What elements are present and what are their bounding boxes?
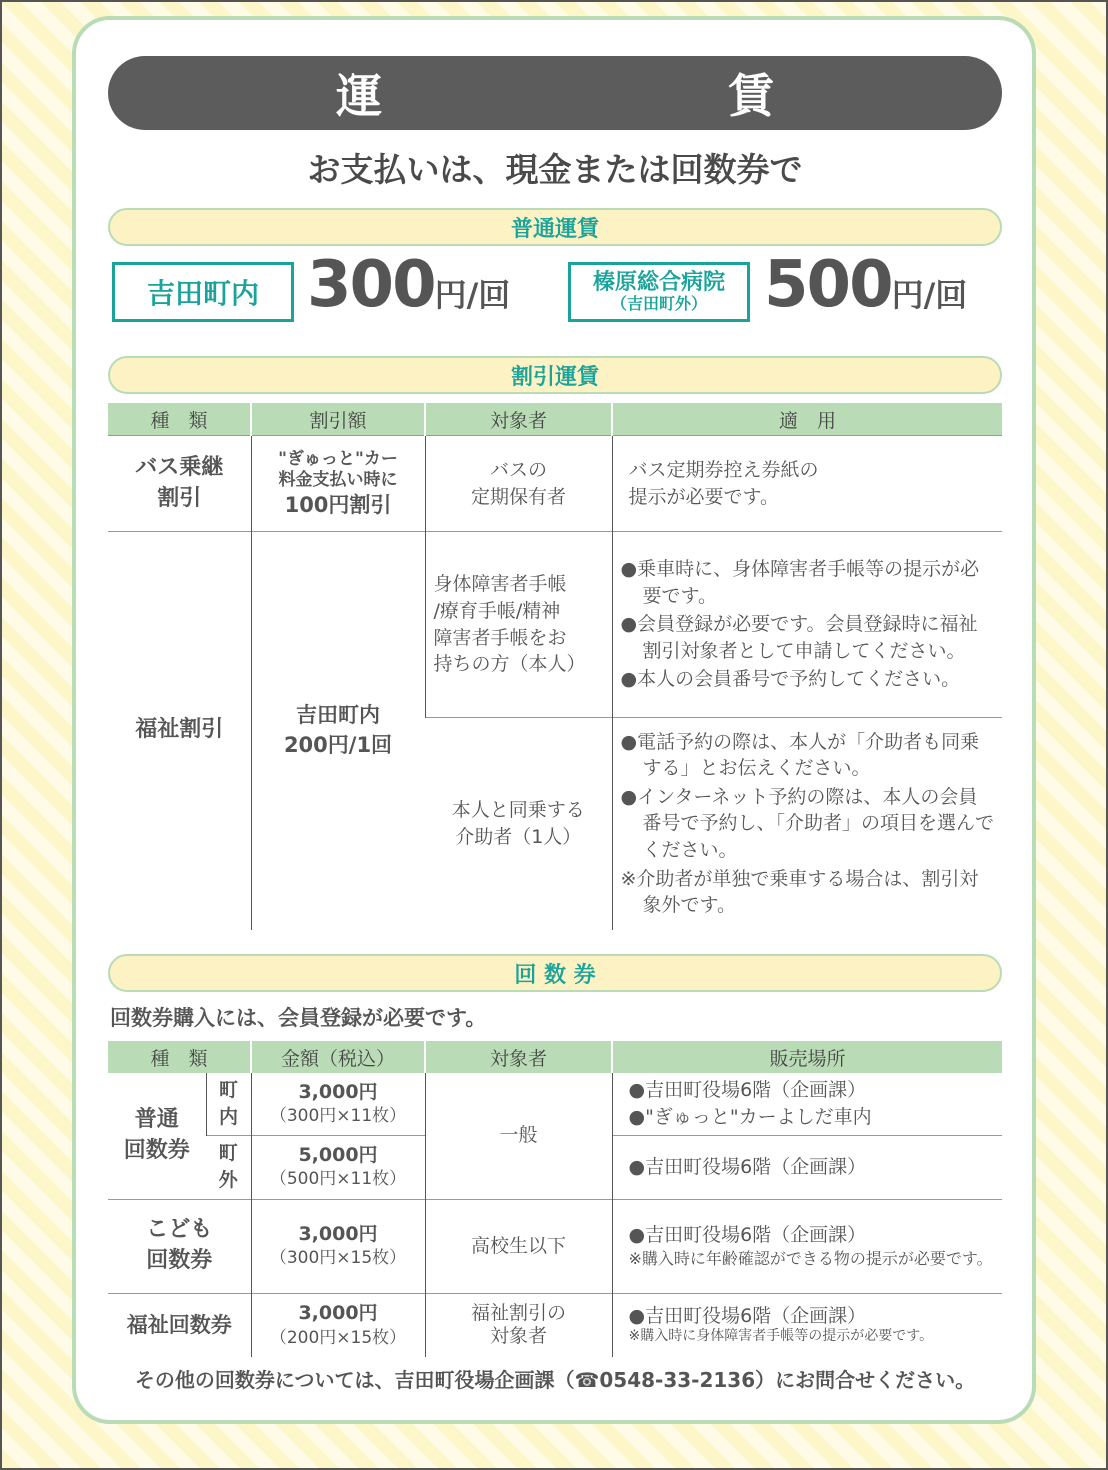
amount-detail: （200円×15枚） [269,1327,407,1348]
section-coupon: 回 数 券 [108,954,1002,992]
contact-footer: その他の回数券については、吉田町役場企画課（☎0548-33-2136）にお問合せください。 [134,1368,976,1392]
coupon-target-general: 一般 [425,1073,612,1199]
apply-item: ●乗車時に、身体障害者手帳等の提示が必要です。 [620,558,980,607]
place-note: ※購入時に身体障害者手帳等の提示が必要です。 [628,1328,934,1345]
column-header: 適 用 [612,403,1002,436]
column-header: 金額（税込） [251,1041,425,1073]
discount-amount-bus [251,436,425,532]
amount-line: "ぎゅっと"カー [278,449,398,470]
place-item: ●吉田町役場6階（企画課） [628,1305,867,1328]
fare-area-yoshida [112,262,294,322]
coupon-amount [251,1293,425,1357]
amount-detail: （500円×11枚） [269,1169,407,1190]
table-header-row [108,1041,1002,1073]
column-header: 対象者 [425,1041,612,1073]
place-item: ●"ぎゅっと"カーよしだ車内 [628,1105,872,1128]
place-note: ※購入時に年齢確認ができる物の提示が必要です。 [628,1249,993,1269]
column-header: 販売場所 [612,1041,1002,1073]
fare-area-haibara [568,262,750,322]
coupon-amount [251,1135,425,1199]
fare-area-label: 榛原総合病院 [592,270,725,296]
coupon-table [108,1041,1002,1357]
amount-value: 5,000円 [298,1143,378,1166]
fare-amount: 500 [764,248,892,322]
fare-unit: 円/回 [891,276,968,314]
apply-item: ●インターネット予約の際は、本人の会員番号で予約し、「介助者」の項目を選んでください。 [620,785,995,862]
fare-unit: 円/回 [434,276,511,314]
table-header-row [108,403,1002,436]
amount-detail: （300円×15枚） [269,1248,407,1269]
place-item: ●吉田町役場6階（企画課） [628,1079,867,1102]
coupon-places: ●吉田町役場6階（企画課） [612,1135,1002,1199]
column-header: 種 類 [108,403,251,436]
coupon-type-welfare: 福祉回数券 [108,1293,251,1357]
apply-item: ●電話予約の際は、本人が「介助者も同乗する」とお伝えください。 [620,730,980,780]
amount-line: 料金支払い時に [278,470,398,491]
discount-apply-self [612,532,1002,718]
discount-apply-helper [612,718,1002,930]
apply-item: ●会員登録が必要です。会員登録時に福祉割引対象者として申請してください。 [620,613,978,662]
table-row [108,1293,1002,1357]
apply-item: ※介助者が単独で乗車する場合は、割引対象外です。 [620,867,979,917]
amount-detail: （300円×11枚） [269,1106,407,1127]
table-row [108,532,1002,718]
amount-line: 100円割引 [284,492,392,517]
coupon-amount [251,1073,425,1135]
discount-table [108,403,1002,930]
coupon-places [612,1199,1002,1293]
coupon-amount [251,1199,425,1293]
table-row [108,1073,1002,1135]
discount-amount-welfare: 吉田町内 200円/1回 [251,532,425,930]
apply-item: ●本人の会員番号で予約してください。 [620,668,961,691]
discount-target-self: 身体障害者手帳 /療育手帳/精神 障害者手帳をお 持ちの方（本人） [425,532,612,718]
fare-price-haibara [764,248,967,322]
amount-value: 3,000円 [298,1222,378,1245]
discount-type-bus: バス乗継 割引 [108,436,251,532]
fare-area-label: 吉田町内 [146,277,259,310]
page-title: 運 賃 [108,56,1002,130]
column-header: 割引額 [251,403,425,436]
coupon-target-welfare: 福祉割引の 対象者 [425,1293,612,1357]
place-item: ●吉田町役場6階（企画課） [628,1223,867,1246]
table-row [108,1199,1002,1293]
fare-area-sublabel: （吉田町外） [610,294,707,314]
coupon-subtype-in-town: 町 内 [206,1073,251,1135]
discount-type-welfare: 福祉割引 [108,532,251,930]
fare-amount: 300 [307,248,435,322]
discount-target-bus: バスの 定期保有者 [425,436,612,532]
coupon-type-normal: 普通 回数券 [123,1106,190,1163]
amount-value: 3,000円 [298,1302,378,1325]
discount-target-helper: 本人と同乗する 介助者（1人） [425,718,612,930]
section-discount-fare: 割引運賃 [108,356,1002,394]
discount-apply-bus: バス定期券控え券紙の 提示が必要です。 [612,436,1002,532]
amount-value: 3,000円 [298,1080,378,1103]
coupon-subtype-out-town: 町 外 [206,1135,251,1199]
coupon-type-child: こども 回数券 [108,1199,251,1293]
coupon-places [612,1293,1002,1357]
coupon-requirement-note: 回数券購入には、会員登録が必要です。 [110,1006,487,1030]
section-normal-fare: 普通運賃 [108,208,1002,246]
column-header: 種 類 [108,1041,251,1073]
coupon-places [612,1073,1002,1135]
column-header: 対象者 [425,403,612,436]
coupon-target-child: 高校生以下 [425,1199,612,1293]
payment-subtitle: お支払いは、現金または回数券で [307,150,803,189]
fare-price-yoshida [307,248,510,322]
table-row [108,436,1002,532]
